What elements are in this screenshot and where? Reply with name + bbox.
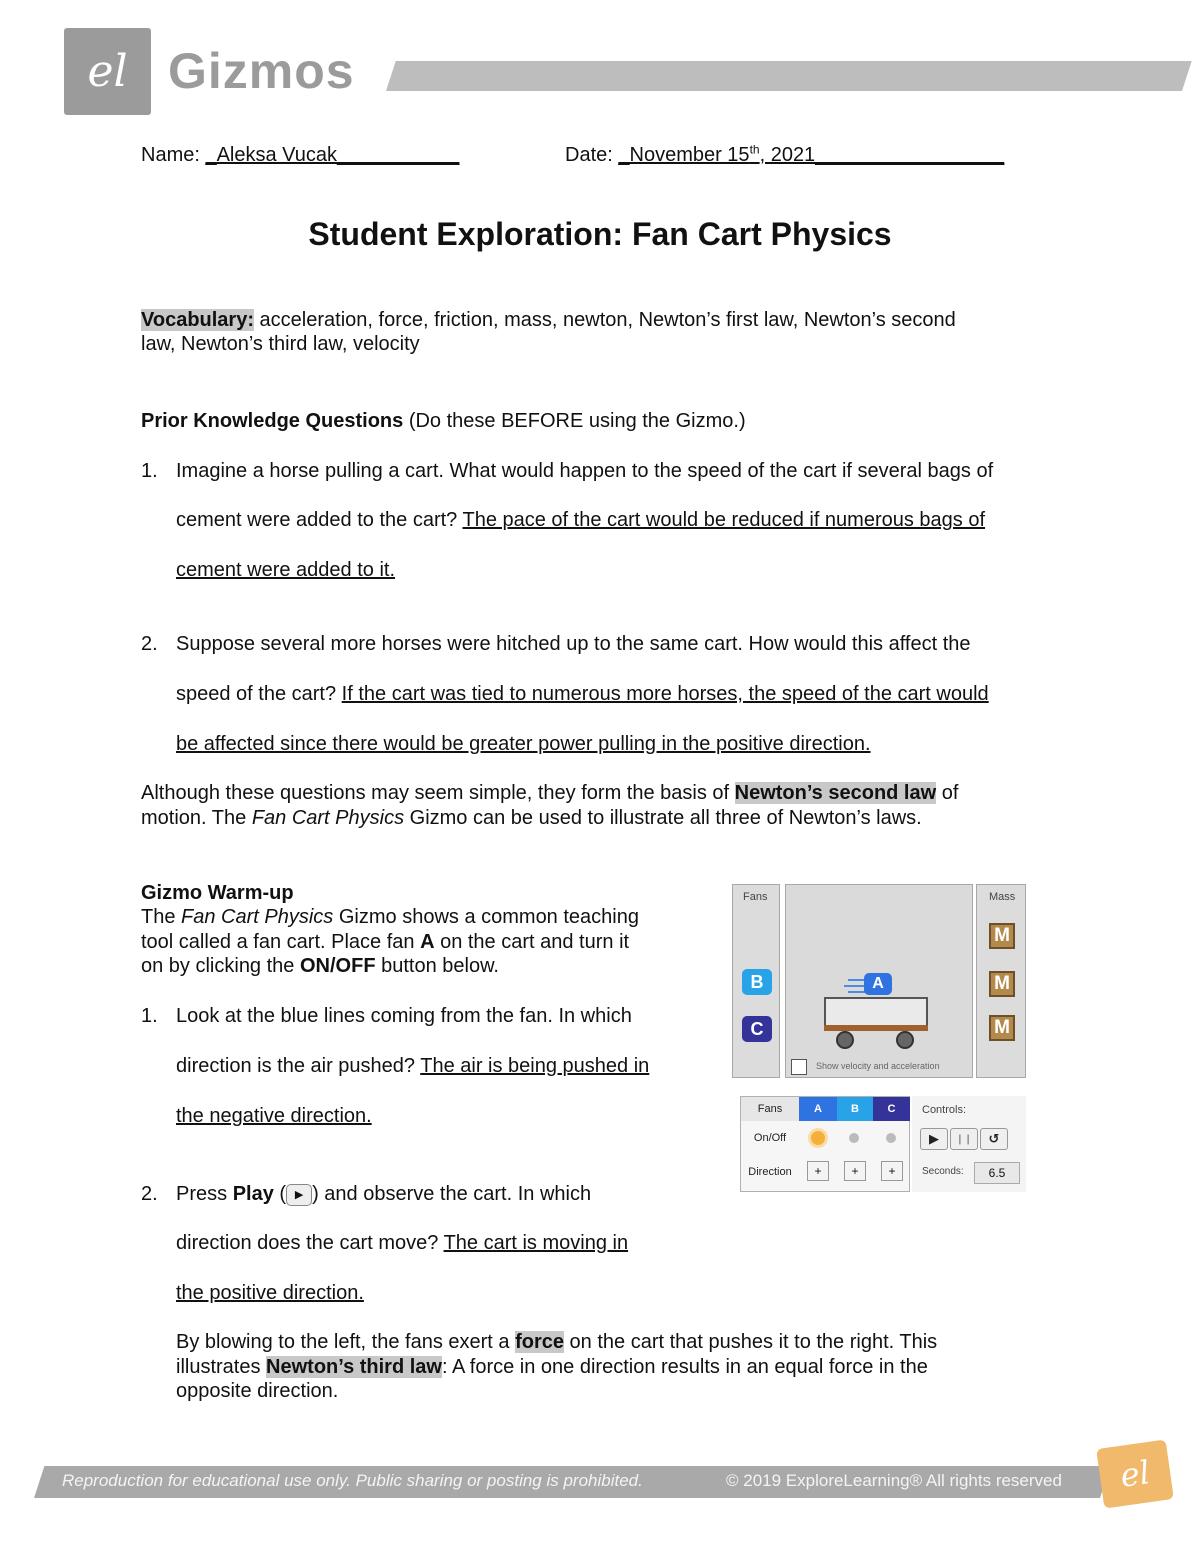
warmup-q1-line-1: Look at the blue lines coming from the fan. In which xyxy=(176,1005,632,1027)
air-line xyxy=(844,985,866,987)
onoff-label: On/Off xyxy=(753,1132,787,1144)
brand-name: Gizmos xyxy=(168,43,355,99)
fan-control-table xyxy=(740,1096,910,1192)
fan-b-icon[interactable]: B xyxy=(742,969,772,995)
fans-pane-label: Fans xyxy=(743,891,768,903)
controls-panel xyxy=(912,1096,1026,1192)
fan-c-off-indicator[interactable] xyxy=(886,1133,896,1143)
date-value: _November 15th, 2021_________________ xyxy=(618,142,1005,166)
prior-q1-line-2: cement were added to the cart? The pace of the cart would be reduced if numerous bags of xyxy=(176,509,986,531)
pause-button[interactable]: ❙❙ xyxy=(950,1128,978,1150)
footer-disclaimer: Reproduction for educational use only. Public sharing or posting is prohibited. xyxy=(62,1471,643,1490)
mass-pane-label: Mass xyxy=(989,891,1016,903)
cart xyxy=(824,997,928,1027)
warmup-q1-line-2: direction is the air pushed? The air is being pushed in xyxy=(176,1055,650,1077)
note-line-3: opposite direction. xyxy=(176,1380,339,1402)
warmup-q2-number: 2. xyxy=(141,1183,158,1205)
fan-a-icon[interactable]: A xyxy=(864,973,892,995)
prior-q2-line-2: speed of the cart? If the cart was tied to numerous more horses, the speed of the cart would xyxy=(176,683,989,705)
header-bar xyxy=(386,61,1192,91)
gizmo-screenshot xyxy=(732,884,1028,1196)
note-line-1: By blowing to the left, the fans exert a force on the cart that pushes it to the right. This xyxy=(176,1331,938,1353)
mass-block[interactable]: M xyxy=(989,971,1015,997)
prior-q1-number: 1. xyxy=(141,460,158,482)
page-title: Student Exploration: Fan Cart Physics xyxy=(308,216,892,252)
prior-q2-answer: If the cart was tied to numerous more horses, the speed of the cart would xyxy=(341,683,989,705)
fan-a-direction-button[interactable]: + xyxy=(807,1161,829,1181)
warmup-q2-line-2: direction does the cart move? The cart is moving in xyxy=(176,1232,629,1254)
date-label: Date: xyxy=(565,144,613,166)
reset-button[interactable]: ↺ xyxy=(980,1128,1008,1150)
warmup-q2-line-1: Press Play ( ▶ ) and observe the cart. In which xyxy=(176,1183,592,1205)
play-button[interactable]: ▶ xyxy=(920,1128,948,1150)
summary-line-1: Although these questions may seem simple, they form the basis of Newton’s second law of xyxy=(141,782,959,804)
date-line xyxy=(565,143,1004,167)
prior-q2-number: 2. xyxy=(141,633,158,655)
warmup-intro-3: on by clicking the ON/OFF button below. xyxy=(141,955,499,977)
gizmos-logo xyxy=(64,28,151,115)
mass-block[interactable]: M xyxy=(989,1015,1015,1041)
fans-pane xyxy=(732,884,780,1078)
mass-block[interactable]: M xyxy=(989,923,1015,949)
warmup-q1-line-3: the negative direction. xyxy=(176,1105,372,1127)
summary-line-2: motion. The Fan Cart Physics Gizmo can be used to illustrate all three of Newton’s laws. xyxy=(141,807,922,829)
cart-wheel xyxy=(896,1031,914,1049)
show-velocity-label: Show velocity and acceleration xyxy=(816,1061,940,1071)
seconds-readout: 6.5 xyxy=(974,1162,1020,1184)
track-pane xyxy=(785,884,973,1078)
warmup-q1-number: 1. xyxy=(141,1005,158,1027)
fan-c-icon[interactable]: C xyxy=(742,1016,772,1042)
seconds-label: Seconds: xyxy=(922,1166,964,1177)
col-c-header: C xyxy=(873,1097,910,1121)
prior-q2-line-1: Suppose several more horses were hitched up to the same cart. How would this affect the xyxy=(176,633,971,655)
name-value: _Aleksa Vucak___________ xyxy=(205,144,460,166)
logo-glyph: el xyxy=(87,45,128,97)
fan-b-off-indicator[interactable] xyxy=(849,1133,859,1143)
show-velocity-checkbox[interactable] xyxy=(791,1059,807,1075)
note-line-2: illustrates Newton’s third law: A force in one direction results in an equal force in the xyxy=(176,1356,928,1378)
cart-wheel xyxy=(836,1031,854,1049)
prior-q2-line-3: be affected since there would be greater power pulling in the positive direction. xyxy=(176,733,871,755)
prior-heading: Prior Knowledge Questions (Do these BEFORE using the Gizmo.) xyxy=(141,410,746,432)
name-line xyxy=(141,143,459,167)
prior-q1-line-3: cement were added to it. xyxy=(176,559,396,581)
footer-copyright: © 2019 ExploreLearning® All rights reserved xyxy=(726,1471,1062,1490)
vocabulary-label: Vocabulary: xyxy=(141,309,254,331)
term-newtons-third-law: Newton’s third law xyxy=(266,1356,442,1378)
cart-base xyxy=(824,1025,928,1031)
direction-label: Direction xyxy=(748,1166,792,1178)
fan-c-direction-button[interactable]: + xyxy=(881,1161,903,1181)
fans-header: Fans xyxy=(741,1097,799,1121)
prior-q1-answer: The pace of the cart would be reduced if numerous bags of xyxy=(462,509,986,531)
term-force: force xyxy=(515,1331,564,1353)
name-label: Name: xyxy=(141,144,200,166)
fan-a-on-indicator[interactable] xyxy=(811,1131,825,1145)
prior-q1-line-1: Imagine a horse pulling a cart. What would happen to the speed of the cart if several bags of xyxy=(176,460,994,482)
footer-logo-glyph: el xyxy=(1117,1453,1153,1495)
warmup-q2-line-3: the positive direction. xyxy=(176,1282,364,1304)
vocabulary-line-1: Vocabulary: acceleration, force, friction, mass, newton, Newton’s first law, Newton’s second xyxy=(141,309,956,331)
footer-logo xyxy=(1096,1439,1174,1508)
warmup-q1-answer: The air is being pushed in xyxy=(420,1055,650,1077)
warmup-intro-2: tool called a fan cart. Place fan A on the cart and turn it xyxy=(141,931,630,953)
warmup-q2-answer: The cart is moving in xyxy=(443,1232,629,1254)
play-icon: ▶ xyxy=(286,1184,312,1206)
mass-pane xyxy=(976,884,1026,1078)
term-newtons-second-law: Newton’s second law xyxy=(734,782,937,804)
controls-label: Controls: xyxy=(922,1104,967,1116)
vocabulary-line-2: law, Newton’s third law, velocity xyxy=(141,333,420,355)
col-b-header: B xyxy=(837,1097,873,1121)
warmup-intro-1: The Fan Cart Physics Gizmo shows a common teaching xyxy=(141,906,639,928)
col-a-header: A xyxy=(799,1097,837,1121)
fan-b-direction-button[interactable]: + xyxy=(844,1161,866,1181)
warmup-heading: Gizmo Warm-up xyxy=(141,882,294,904)
